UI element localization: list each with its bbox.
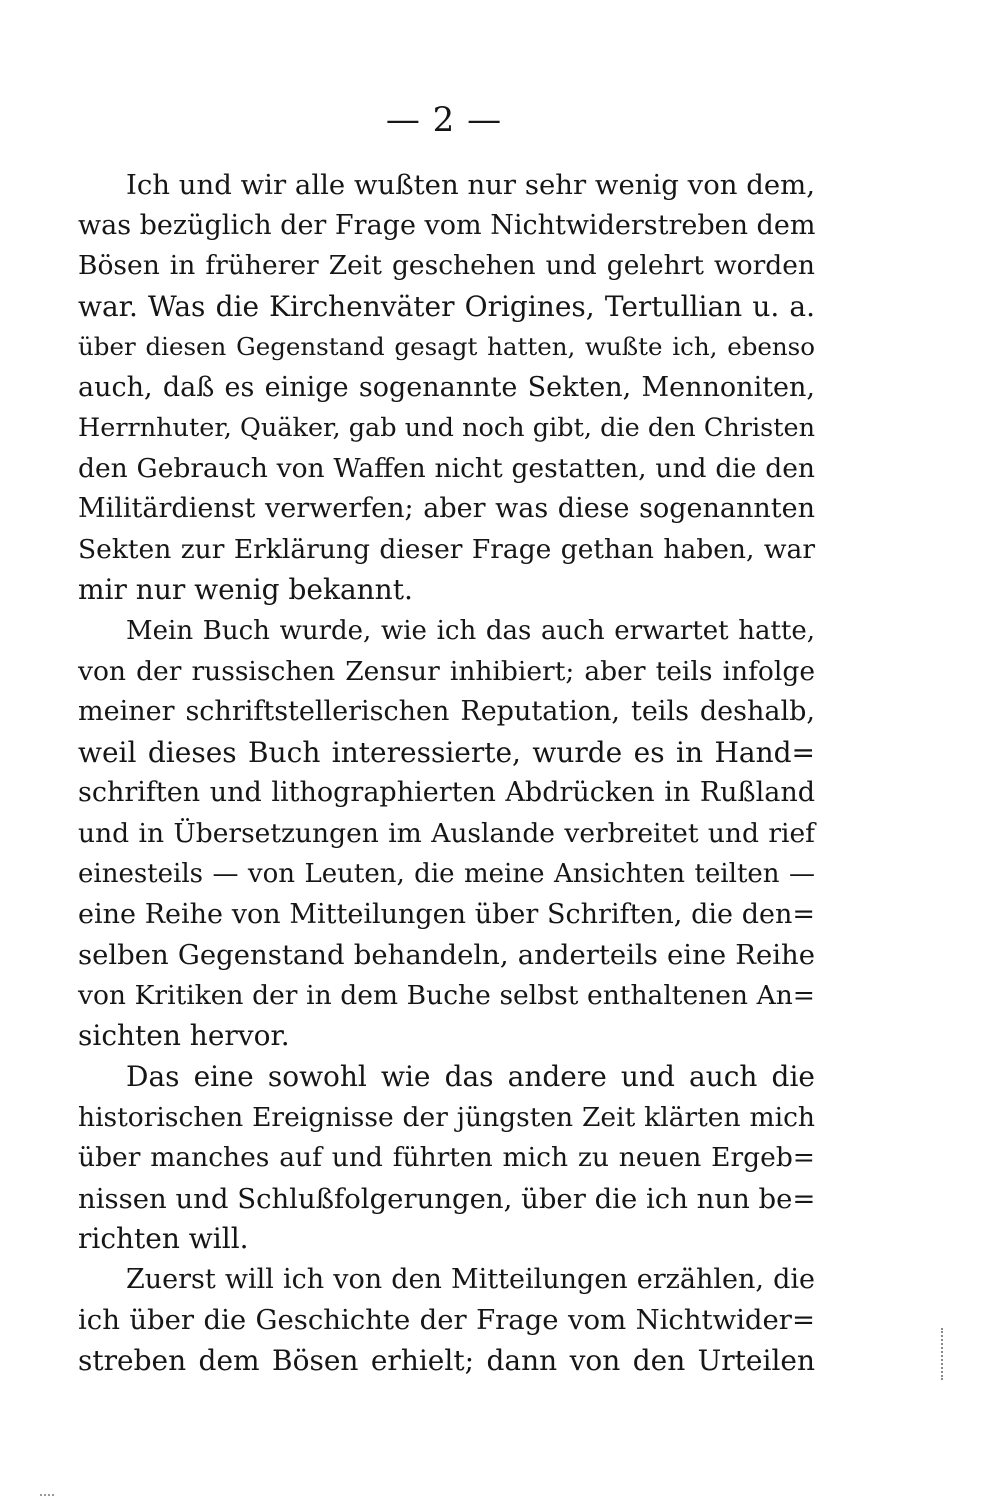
paragraph-4 [78,1260,815,1382]
text-line: Herrnhuter, Quäker, gab und noch gibt, die den Christen [78,413,815,444]
text-line: und in Übersetzungen im Auslande verbreitet und rief [78,817,815,849]
text-line: meiner schriftstellerischen Reputation, teils deshalb, [78,696,815,728]
page-number: — 2 — [385,100,503,140]
text-line: über diesen Gegenstand gesagt hatten, wußte ich, ebenso [78,332,815,362]
text-line: eine Reihe von Mitteilungen über Schriften, die den= [78,898,815,930]
text-line: mir nur wenig bekannt. [78,573,413,607]
text-line: Sekten zur Erklärung dieser Frage gethan haben, war [78,533,815,565]
text-line: sichten hervor. [78,1019,290,1053]
text-line: Militärdienst verwerfen; aber was diese sogenannten [78,493,815,525]
text-line: selben Gegenstand behandeln, anderteils eine Reihe [78,939,815,972]
text-line: richten will. [78,1222,249,1256]
text-line: ich über die Geschichte der Frage vom Nichtwider= [78,1304,815,1337]
text-line: schriften und lithographierten Abdrücken in Rußland [78,777,815,809]
text-line: nissen und Schlußfolgerungen, über die ich nun be= [78,1182,816,1215]
text-line: Zuerst will ich von den Mitteilungen erzählen, die [126,1263,815,1295]
body-text [78,165,815,1381]
text-line: von der russischen Zensur inhibiert; aber teils infolge [78,655,815,687]
text-line: streben dem Bösen erhielt; dann von den Urteilen [78,1343,815,1377]
text-line: was bezüglich der Frage vom Nichtwiderstreben dem [78,209,816,241]
text-line: war. Was die Kirchenväter Origines, Tertullian u. a. [78,289,815,323]
text-line: historischen Ereignisse der jüngsten Zeit klärten mich [78,1101,815,1133]
paragraph-3 [78,1057,815,1260]
text-line: einesteils — von Leuten, die meine Ansichten teilten — [78,859,815,890]
text-line: über manches auf und führten mich zu neuen Ergeb= [78,1142,815,1174]
paragraph-2 [78,611,815,1057]
text-line: den Gebrauch von Waffen nicht gestatten, und die den [78,452,815,484]
text-line: von Kritiken der in dem Buche selbst enthaltenen An= [78,979,815,1011]
text-line: Bösen in früherer Zeit geschehen und gelehrt worden [78,250,815,282]
text-line: auch, daß es einige sogenannte Sekten, Mennoniten, [78,371,815,403]
text-line: Ich und wir alle wußten nur sehr wenig von dem, [126,169,815,201]
paragraph-1 [78,165,815,611]
text-line: weil dieses Buch interessierte, wurde es in Hand= [78,735,815,769]
text-line: Das eine sowohl wie das andere und auch die [126,1060,815,1094]
text-line: Mein Buch wurde, wie ich das auch erwartet hatte, [126,616,815,647]
corner-scan-mark [40,1494,54,1498]
margin-scan-mark [941,1328,945,1380]
